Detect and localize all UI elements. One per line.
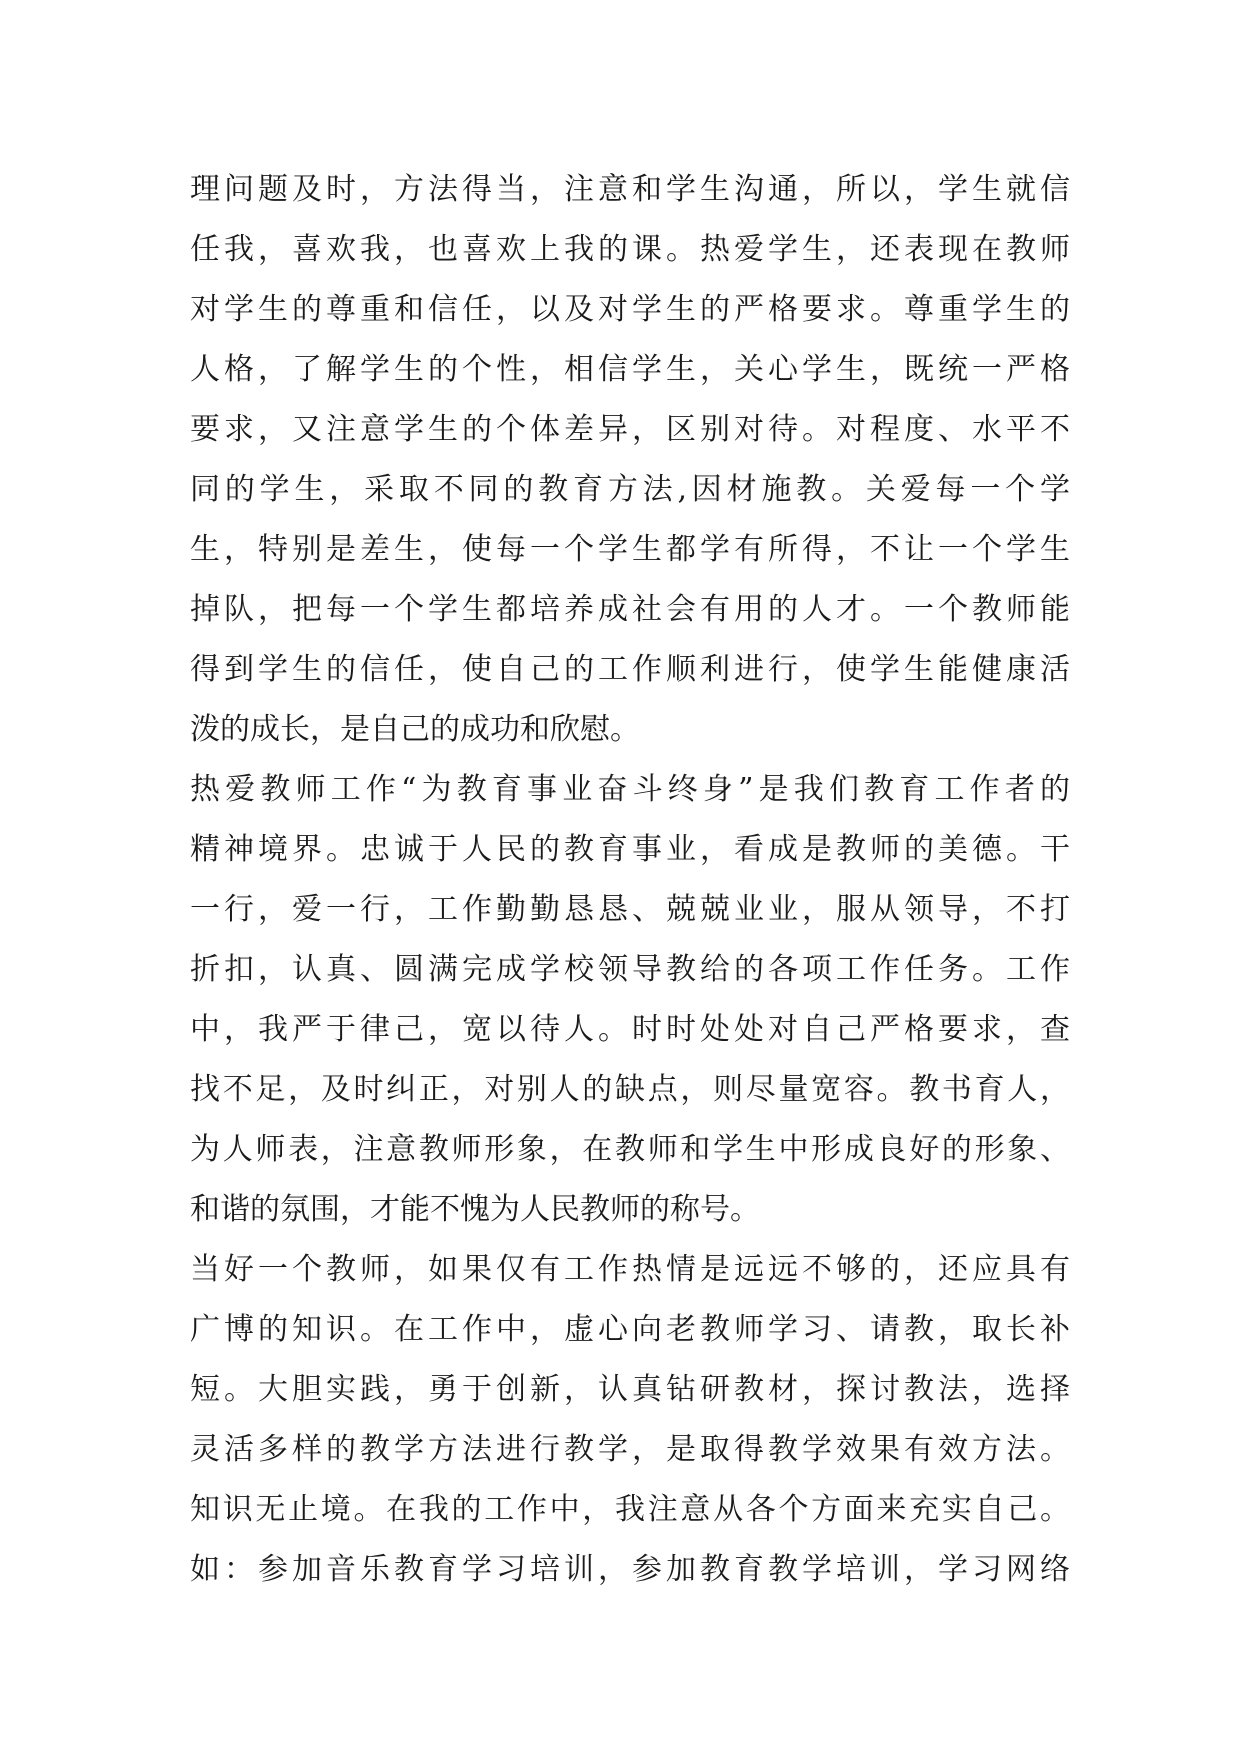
text-line: 中，我严于律己，宽以待人。时时处处对自己严格要求，查 xyxy=(190,1012,1070,1047)
text-line: 灵活多样的教学方法进行教学，是取得教学效果有效方法。 xyxy=(190,1432,1070,1467)
text-line: 知识无止境。在我的工作中，我注意从各个方面来充实自己。 xyxy=(190,1492,1070,1527)
text-line: 广博的知识。在工作中，虚心向老教师学习、请教，取长补 xyxy=(190,1312,1070,1347)
text-line: 精神境界。忠诚于人民的教育事业，看成是教师的美德。干 xyxy=(190,832,1070,867)
text-line: 热爱教师工作“为教育事业奋斗终身”是我们教育工作者的 xyxy=(190,772,1070,807)
text-line: 和谐的氛围，才能不愧为人民教师的称号。 xyxy=(190,1192,760,1227)
text-line: 为人师表，注意教师形象，在教师和学生中形成良好的形象、 xyxy=(190,1132,1070,1167)
text-line: 得到学生的信任，使自己的工作顺利进行，使学生能健康活 xyxy=(190,652,1070,687)
body-text xyxy=(190,160,1070,1600)
text-line: 当好一个教师，如果仅有工作热情是远远不够的，还应具有 xyxy=(190,1252,1070,1287)
text-line: 同的学生，采取不同的教育方法,因材施教。关爱每一个学 xyxy=(190,472,1070,507)
text-line: 一行，爱一行，工作勤勤恳恳、兢兢业业，服从领导，不打 xyxy=(190,892,1070,927)
text-line: 理问题及时，方法得当，注意和学生沟通，所以，学生就信 xyxy=(190,172,1070,207)
text-line: 找不足，及时纠正，对别人的缺点，则尽量宽容。教书育人， xyxy=(190,1072,1070,1107)
text-line: 生，特别是差生，使每一个学生都学有所得，不让一个学生 xyxy=(190,532,1070,567)
text-line: 掉队，把每一个学生都培养成社会有用的人才。一个教师能 xyxy=(190,592,1070,627)
text-line: 折扣，认真、圆满完成学校领导教给的各项工作任务。工作 xyxy=(190,952,1070,987)
text-line: 任我，喜欢我，也喜欢上我的课。热爱学生，还表现在教师 xyxy=(190,232,1070,267)
text-line: 人格，了解学生的个性，相信学生，关心学生，既统一严格 xyxy=(190,352,1070,387)
text-line: 要求，又注意学生的个体差异，区别对待。对程度、水平不 xyxy=(190,412,1070,447)
text-line: 对学生的尊重和信任，以及对学生的严格要求。尊重学生的 xyxy=(190,292,1070,327)
text-line: 泼的成长，是自己的成功和欣慰。 xyxy=(190,712,640,747)
text-line: 如：参加音乐教育学习培训，参加教育教学培训，学习网络 xyxy=(190,1552,1070,1587)
text-line: 短。大胆实践，勇于创新，认真钻研教材，探讨教法，选择 xyxy=(190,1372,1070,1407)
